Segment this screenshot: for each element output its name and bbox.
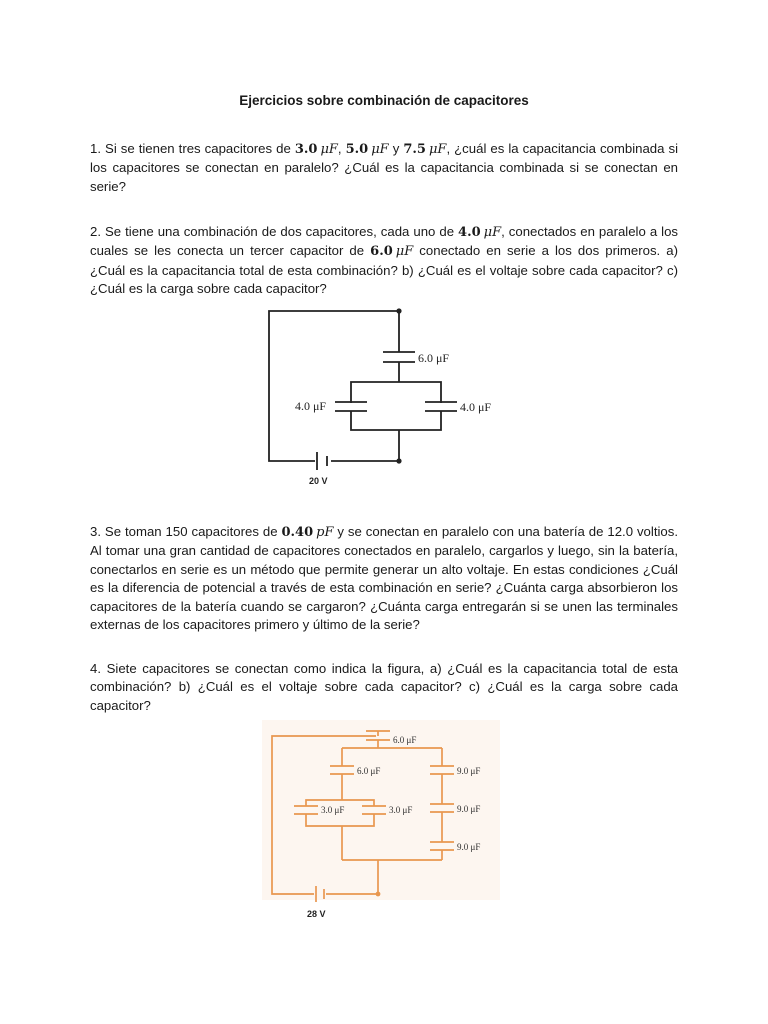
- label-mid-left-cap: 6.0 μF: [357, 766, 381, 776]
- capacitance-value-2: 5.0 μF: [345, 142, 389, 157]
- capacitance-value-4: 4.0 μF: [458, 225, 502, 240]
- capacitance-value-1: 3.0 μF: [294, 142, 338, 157]
- problem-1-text-d: , ¿cuál es la capacitancia combinada si los capacitores se conectan en paralelo? ¿Cuál es la capacitancia combinada si se conectan en serie?: [90, 141, 679, 194]
- circuit-diagram-2: [262, 720, 502, 930]
- label-battery-voltage: 28 V: [307, 909, 326, 919]
- label-low-left-cap: 3.0 μF: [321, 805, 345, 815]
- label-right-cap: 4.0 μF: [460, 400, 492, 414]
- label-top-cap: 6.0 μF: [418, 351, 450, 365]
- label-battery-voltage: 20 V: [309, 476, 328, 486]
- problem-3-text-a: 3. Se toman 150 capacitores de: [90, 524, 282, 539]
- problem-1: [90, 140, 678, 196]
- problem-1-text-c: y: [388, 141, 404, 156]
- junction-dot: [376, 892, 381, 897]
- page-title: Ejercicios sobre combinación de capacitores: [239, 93, 529, 108]
- problem-3-text-b: y se conectan en paralelo con una batería de 12.0 voltios. Al tomar una gran cantidad de capacitores conectados en paralelo, cargarlos y luego, sin la batería, conectarlos en serie es un método que permite generar un alto voltaje. En estas condiciones ¿Cuál es la diferencia de potencial a través de esta combinación en serie? ¿Cuánta carga absorbieron los capacitores de la batería cuando se cargaron? ¿Cuánta carga entregarán si se unen las terminales externas de los capacitores primero y último de la serie?: [90, 524, 678, 633]
- problem-3: [90, 523, 678, 634]
- problem-4-text: 4. Siete capacitores se conectan como indica la figura, a) ¿Cuál es la capacitancia total de esta combinación? b) ¿Cuál es el voltaje sobre cada capacitor? c) ¿Cuál es la carga sobre cada capacitor?: [90, 661, 678, 713]
- problem-1-text-b: ,: [337, 141, 346, 156]
- junction-dot-top: [396, 308, 401, 313]
- capacitance-value-6: 0.40 pF: [281, 525, 334, 540]
- problem-2-text-b: , conectados en paralelo a los cuales se les conecta un tercer capacitor de: [90, 224, 679, 259]
- junction-dot-bottom: [396, 458, 401, 463]
- circuit-diagram-1: [255, 302, 515, 492]
- problem-2-text-c: conectado en serie a los dos primeros. a) ¿Cuál es la capacitancia total de esta combinación? b) ¿Cuál es el voltaje sobre cada capacitor? c) ¿Cuál es la carga sobre cada capacitor?: [90, 243, 678, 297]
- label-right-cap-1: 9.0 μF: [457, 766, 481, 776]
- label-low-mid-cap: 3.0 μF: [389, 805, 413, 815]
- problem-4: [90, 660, 678, 715]
- capacitance-value-5: 6.0 μF: [370, 244, 414, 260]
- label-right-cap-3: 9.0 μF: [457, 842, 481, 852]
- problem-2-text-a: 2. Se tiene una combinación de dos capacitores, cada uno de: [90, 224, 459, 239]
- problem-1-text-a: 1. Si se tienen tres capacitores de: [90, 141, 295, 156]
- label-right-cap-2: 9.0 μF: [457, 804, 481, 814]
- capacitance-value-3: 7.5 μF: [403, 142, 447, 157]
- problem-2: [90, 223, 678, 299]
- label-top-cap: 6.0 μF: [393, 735, 417, 745]
- label-left-cap: 4.0 μF: [295, 399, 327, 413]
